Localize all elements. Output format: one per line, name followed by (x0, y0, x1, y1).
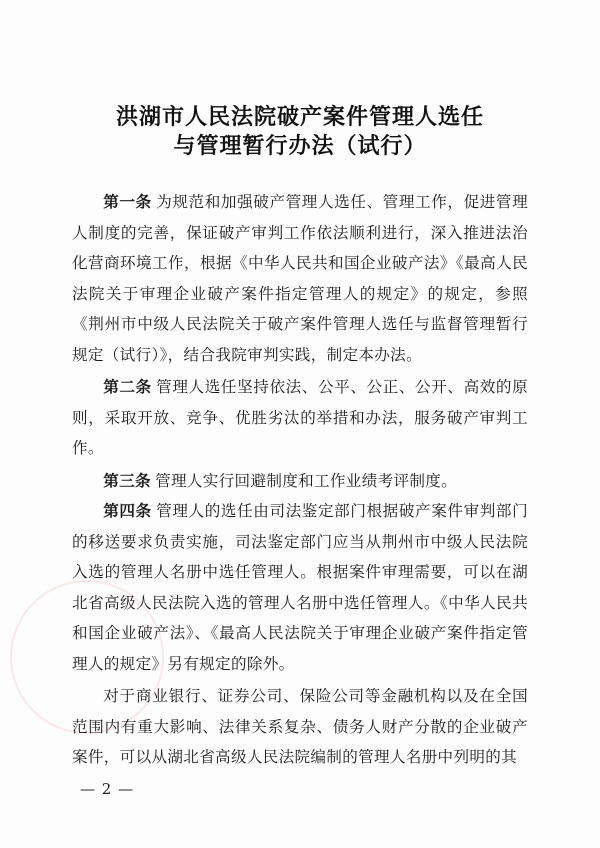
page-number: — 2 — (80, 780, 135, 798)
article-2 (72, 372, 528, 464)
article-heading: 第二条 (103, 378, 152, 396)
article-text: 对于商业银行、证券公司、保险公司等金融机构以及在全国范围内有重大影响、法律关系复杂、债务人财产分散的企业破产案件，可以从湖北省高级人民法院编制的管理人名册中列明的其 (72, 687, 528, 766)
article-text: 管理人选任坚持依法、公平、公正、公开、高效的原则，采取开放、竞争、优胜劣汰的举措和办法，服务破产审判工作。 (72, 378, 528, 457)
document-body (72, 187, 528, 773)
article-heading: 第三条 (103, 471, 151, 490)
article-text: 为规范和加强破产管理人选任、管理工作，促进管理人制度的完善，保证破产审判工作依法顺利进行，深入推进法治化营商环境工作，根据《中华人民共和国企业破产法》《最高人民法院关于审理企业破产案件指定管理人的规定》的规定，参照《荆州市中级人民法院关于破产案件管理人选任与监督管理暂行规定（试行）》，结合我院审判实践，制定本办法。 (72, 193, 528, 364)
article-4 (72, 496, 528, 679)
article-heading: 第一条 (103, 193, 152, 211)
document-title-line1: 洪湖市人民法院破产案件管理人选任 (115, 104, 484, 130)
article-heading: 第四条 (103, 502, 152, 520)
article-1 (72, 187, 528, 370)
article-3 (72, 466, 528, 497)
article-text: 管理人实行回避制度和工作业绩考评制度。 (155, 471, 458, 490)
article-4-continued (72, 681, 528, 773)
document-title-line2: 与管理暂行办法（试行） (173, 133, 427, 159)
article-text: 管理人的选任由司法鉴定部门根据破产案件审判部门的移送要求负责实施，司法鉴定部门应当从荆州市中级人民法院入选的管理人名册中选任管理人。根据案件审理需要，可以在湖北省高级人民法院入选的管理人名册中选任管理人。《中华人民共和国企业破产法》、《最高人民法院关于审理企业破产案件指定管理人的规定》另有规定的除外。 (72, 502, 528, 673)
